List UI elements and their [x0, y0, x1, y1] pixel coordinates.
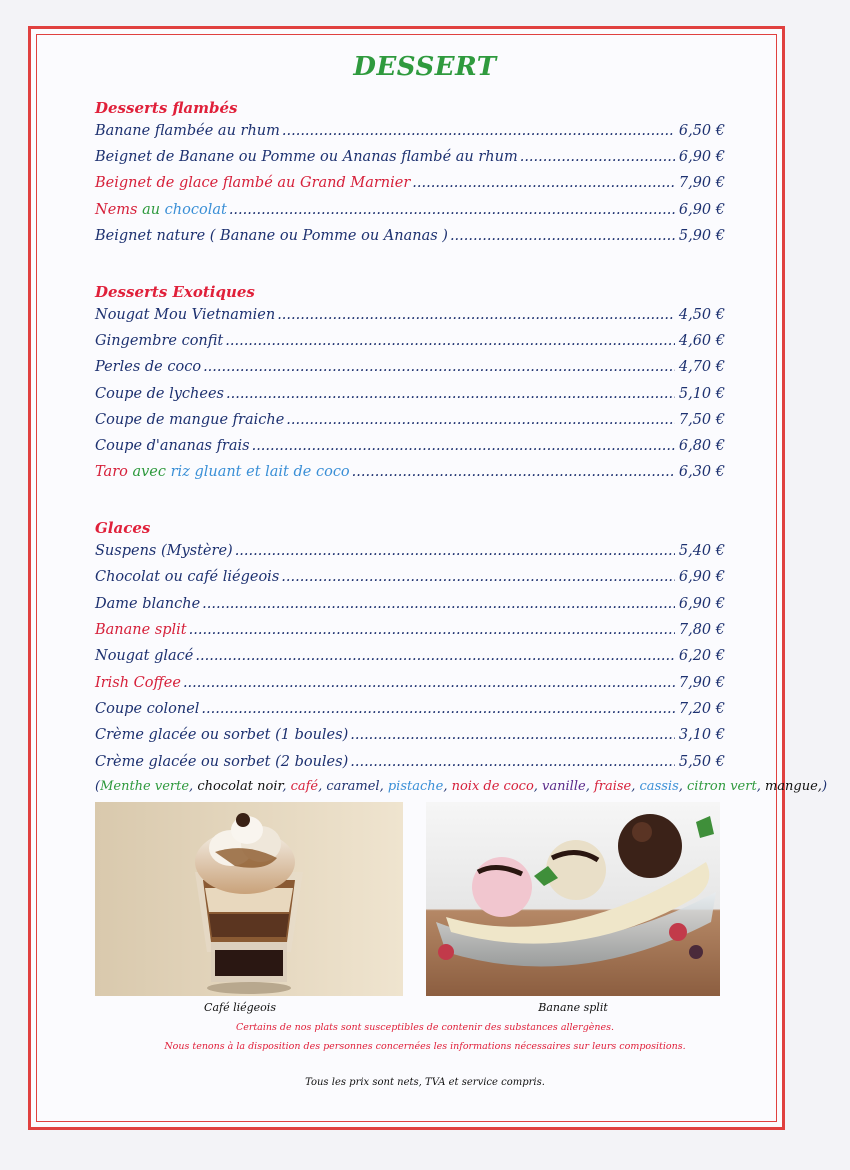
item-name: Coupe de mangue fraiche	[95, 412, 285, 428]
item-name: Suspens (Mystère)	[95, 543, 233, 559]
item-name-part: Nems	[95, 202, 138, 218]
menu-item	[95, 386, 725, 408]
item-name: Nougat glacé	[95, 648, 194, 664]
item-name: Gingembre confit	[95, 333, 224, 349]
menu-item	[95, 149, 725, 171]
item-name: Crème glacée ou sorbet (1 boules)	[95, 727, 349, 743]
menu-item	[95, 596, 725, 618]
item-price: 6,50 €	[678, 123, 725, 139]
menu-item	[95, 569, 725, 591]
menu-item	[95, 622, 725, 644]
item-price: 7,80 €	[678, 622, 725, 638]
cafe-liegeois-photo	[95, 802, 403, 996]
menu-item	[95, 175, 725, 197]
flavor-item: chocolat noir	[197, 779, 283, 794]
item-name-part: riz gluant et lait de coco	[170, 464, 350, 480]
item-name-part: Taro	[95, 464, 128, 480]
item-name-part: au	[142, 202, 161, 218]
photo-caption: Banane split	[538, 1001, 608, 1014]
item-name	[95, 202, 227, 218]
menu-item	[95, 307, 725, 329]
item-price: 6,80 €	[678, 438, 725, 454]
flavor-item: fraise	[593, 779, 632, 794]
section-heading-exotiques: Desserts Exotiques	[95, 283, 255, 301]
item-price: 6,90 €	[678, 202, 725, 218]
flavor-item: caramel	[326, 779, 380, 794]
item-price: 4,60 €	[678, 333, 725, 349]
section-heading-glaces: Glaces	[95, 519, 151, 537]
flavor-item: Menthe verte	[100, 779, 190, 794]
item-price: 6,90 €	[678, 569, 725, 585]
banane-split-photo	[426, 802, 720, 996]
item-name: Coupe colonel	[95, 701, 200, 717]
allergen-note-line2: Nous tenons à la disposition des personnes concernées les informations nécessaires sur leurs compositions.	[164, 1041, 686, 1052]
item-name: Beignet de glace flambé au Grand Marnier	[95, 175, 411, 191]
price-footer: Tous les prix sont nets, TVA et service compris.	[305, 1077, 545, 1088]
menu-item	[95, 648, 725, 670]
item-price: 3,10 €	[678, 727, 725, 743]
item-name-part: avec	[132, 464, 167, 480]
menu-item	[95, 754, 725, 776]
item-name: Banane flambée au rhum	[95, 123, 280, 139]
menu-item	[95, 333, 725, 355]
item-name-part: chocolat	[164, 202, 227, 218]
item-name: Banane split	[95, 622, 187, 638]
section-heading-flambes: Desserts flambés	[95, 99, 238, 117]
item-name: Chocolat ou café liégeois	[95, 569, 280, 585]
item-name: Beignet nature ( Banane ou Pomme ou Ananas )	[95, 228, 448, 244]
item-name	[95, 464, 350, 480]
flavor-item: mangue,	[764, 779, 822, 794]
item-name: Irish Coffee	[95, 675, 181, 691]
item-price: 4,50 €	[678, 307, 725, 323]
flavor-item: citron vert	[687, 779, 757, 794]
menu-item	[95, 123, 725, 145]
flavor-item: vanille	[542, 779, 586, 794]
item-name: Crème glacée ou sorbet (2 boules)	[95, 754, 349, 770]
menu-item	[95, 202, 725, 224]
flavor-paren-close: )	[821, 779, 828, 794]
flavor-item: noix de coco	[451, 779, 534, 794]
item-name: Coupe d'ananas frais	[95, 438, 250, 454]
flavor-item: cassis	[639, 779, 679, 794]
item-name: Beignet de Banane ou Pomme ou Ananas flambé au rhum	[95, 149, 518, 165]
item-name: Dame blanche	[95, 596, 201, 612]
item-name: Coupe de lychees	[95, 386, 224, 402]
item-price: 7,90 €	[678, 675, 725, 691]
menu-item	[95, 701, 725, 723]
item-price: 6,90 €	[678, 596, 725, 612]
item-price: 5,90 €	[678, 228, 725, 244]
item-price: 6,90 €	[678, 149, 725, 165]
item-price: 5,40 €	[678, 543, 725, 559]
menu-item	[95, 438, 725, 460]
menu-item	[95, 464, 725, 486]
item-price: 6,20 €	[678, 648, 725, 664]
item-name: Nougat Mou Vietnamien	[95, 307, 276, 323]
item-price: 4,70 €	[678, 359, 725, 375]
flavor-paren-open: (	[95, 779, 101, 794]
item-price: 7,50 €	[678, 412, 725, 428]
flavor-item: pistache	[387, 779, 444, 794]
menu-item	[95, 675, 725, 697]
photo-caption: Café liégeois	[204, 1001, 276, 1014]
flavor-list: (Menthe verte, chocolat noir, café, caramel, pistache, noix de coco, vanille, fraise, cassis, citron vert, mangue,)	[95, 779, 828, 794]
item-price: 5,50 €	[678, 754, 725, 770]
item-price: 6,30 €	[678, 464, 725, 480]
menu-item	[95, 359, 725, 381]
item-price: 7,20 €	[678, 701, 725, 717]
item-price: 5,10 €	[678, 386, 725, 402]
menu-item	[95, 543, 725, 565]
menu-title: DESSERT	[353, 52, 497, 82]
allergen-note-line1: Certains de nos plats sont susceptibles de contenir des substances allergènes.	[235, 1022, 615, 1033]
item-price: 7,90 €	[678, 175, 725, 191]
menu-item	[95, 727, 725, 749]
item-name: Perles de coco	[95, 359, 202, 375]
menu-item	[95, 228, 725, 250]
menu-item	[95, 412, 725, 434]
flavor-item: café	[290, 779, 319, 794]
